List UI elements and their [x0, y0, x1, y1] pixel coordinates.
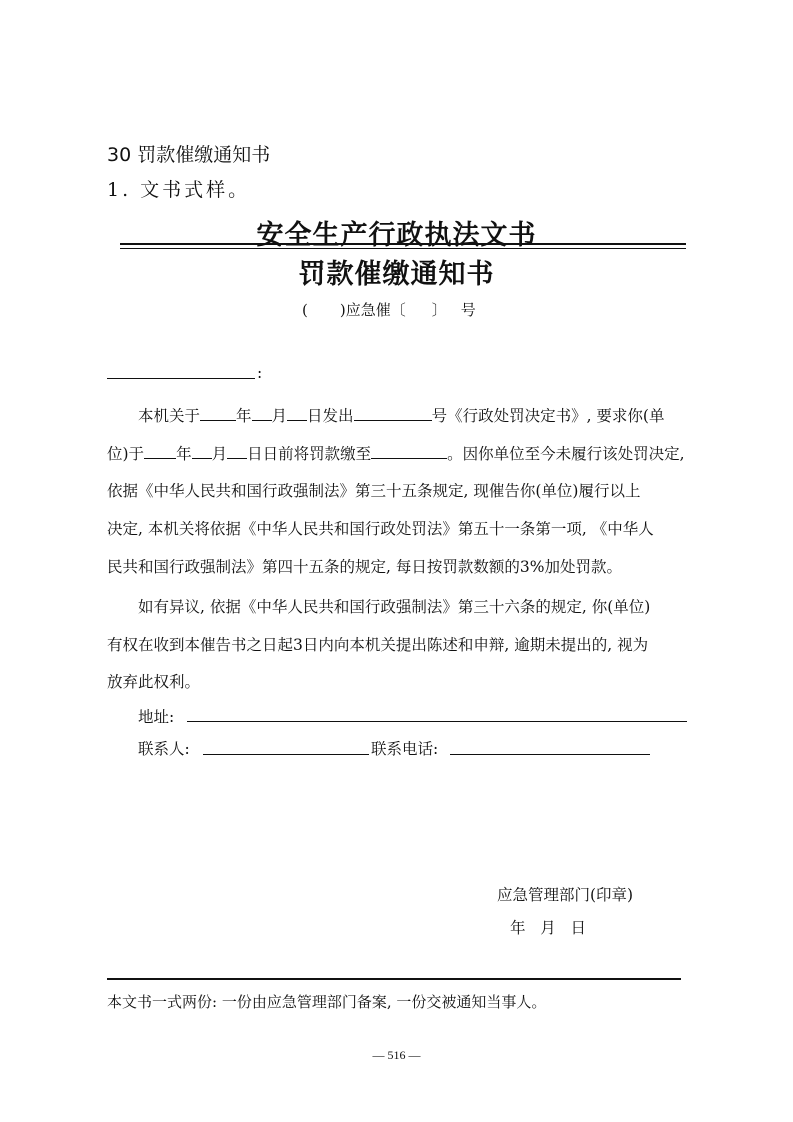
document-title: 罚款催缴通知书: [298, 259, 495, 290]
deadline-month-blank[interactable]: [192, 444, 212, 459]
paragraph1-line1: [138, 404, 664, 429]
paragraph1-line3: 依据《中华人民共和国行政强制法》第三十五条规定, 现催告你(单位)履行以上: [107, 482, 641, 500]
footer-rule: [107, 978, 681, 980]
paragraph2-line3: 放弃此权利。: [107, 673, 201, 691]
issuer-seal: 应急管理部门(印章): [497, 886, 634, 904]
contact-blank[interactable]: [203, 754, 369, 755]
p1-text: 本机关于: [138, 407, 201, 425]
document-number: [302, 299, 476, 320]
p1-text: 日发出: [307, 407, 354, 425]
year-blank[interactable]: [200, 406, 236, 421]
copies-note: 本文书一式两份: 一份由应急管理部门备案, 一份交被通知当事人。: [107, 993, 547, 1011]
address-label: 地址:: [138, 708, 175, 726]
issue-date: 年 月 日: [510, 919, 587, 937]
decision-number-blank[interactable]: [354, 406, 432, 421]
p1-text: 号《行政处罚决定书》, 要求你(单: [431, 407, 665, 425]
sample-label: 1. 文书式样。: [107, 179, 251, 201]
recipient-blank[interactable]: [107, 378, 255, 379]
p1-text: 位)于: [107, 445, 145, 463]
doc-number-prefix: )应急催〔: [339, 301, 406, 319]
doc-number-close-bracket: 〕: [431, 301, 447, 319]
paragraph2-line1: 如有异议, 依据《中华人民共和国行政强制法》第三十六条的规定, 你(单位): [138, 598, 651, 616]
page-number: — 516 —: [372, 1048, 421, 1062]
paragraph1-line4: 决定, 本机关将依据《中华人民共和国行政处罚法》第五十一条第一项, 《中华人: [107, 520, 654, 538]
phone-blank[interactable]: [450, 754, 650, 755]
paragraph1-line2: [107, 442, 685, 467]
address-blank[interactable]: [187, 721, 687, 722]
deadline-year-blank[interactable]: [144, 444, 176, 459]
p1-text: 。因你单位至今未履行该处罚决定,: [447, 445, 685, 463]
deadline-day-blank[interactable]: [227, 444, 247, 459]
p1-text: 年: [176, 445, 192, 463]
p1-text: 月: [271, 407, 288, 425]
doc-number-open-paren: (: [302, 301, 308, 319]
contact-label: 联系人:: [138, 740, 190, 758]
month-blank[interactable]: [252, 406, 272, 421]
p1-text: 年: [236, 407, 252, 425]
section-heading: 30 罚款催缴通知书: [107, 144, 271, 166]
recipient-colon: :: [257, 364, 263, 382]
title-double-rule: [120, 243, 686, 249]
p1-text: 月: [211, 445, 228, 463]
p1-text: 日日前将罚款缴至: [247, 445, 372, 463]
paragraph2-line2: 有权在收到本催告书之日起3日内向本机关提出陈述和申辩, 逾期未提出的, 视为: [107, 636, 649, 654]
phone-label: 联系电话:: [371, 740, 439, 758]
paragraph1-line5: 民共和国行政强制法》第四十五条的规定, 每日按罚款数额的3%加处罚款。: [107, 558, 622, 576]
document-type-title: 安全生产行政执法文书: [256, 220, 537, 251]
day-blank[interactable]: [287, 406, 307, 421]
payment-account-blank[interactable]: [371, 444, 447, 459]
doc-number-suffix: 号: [460, 301, 476, 319]
